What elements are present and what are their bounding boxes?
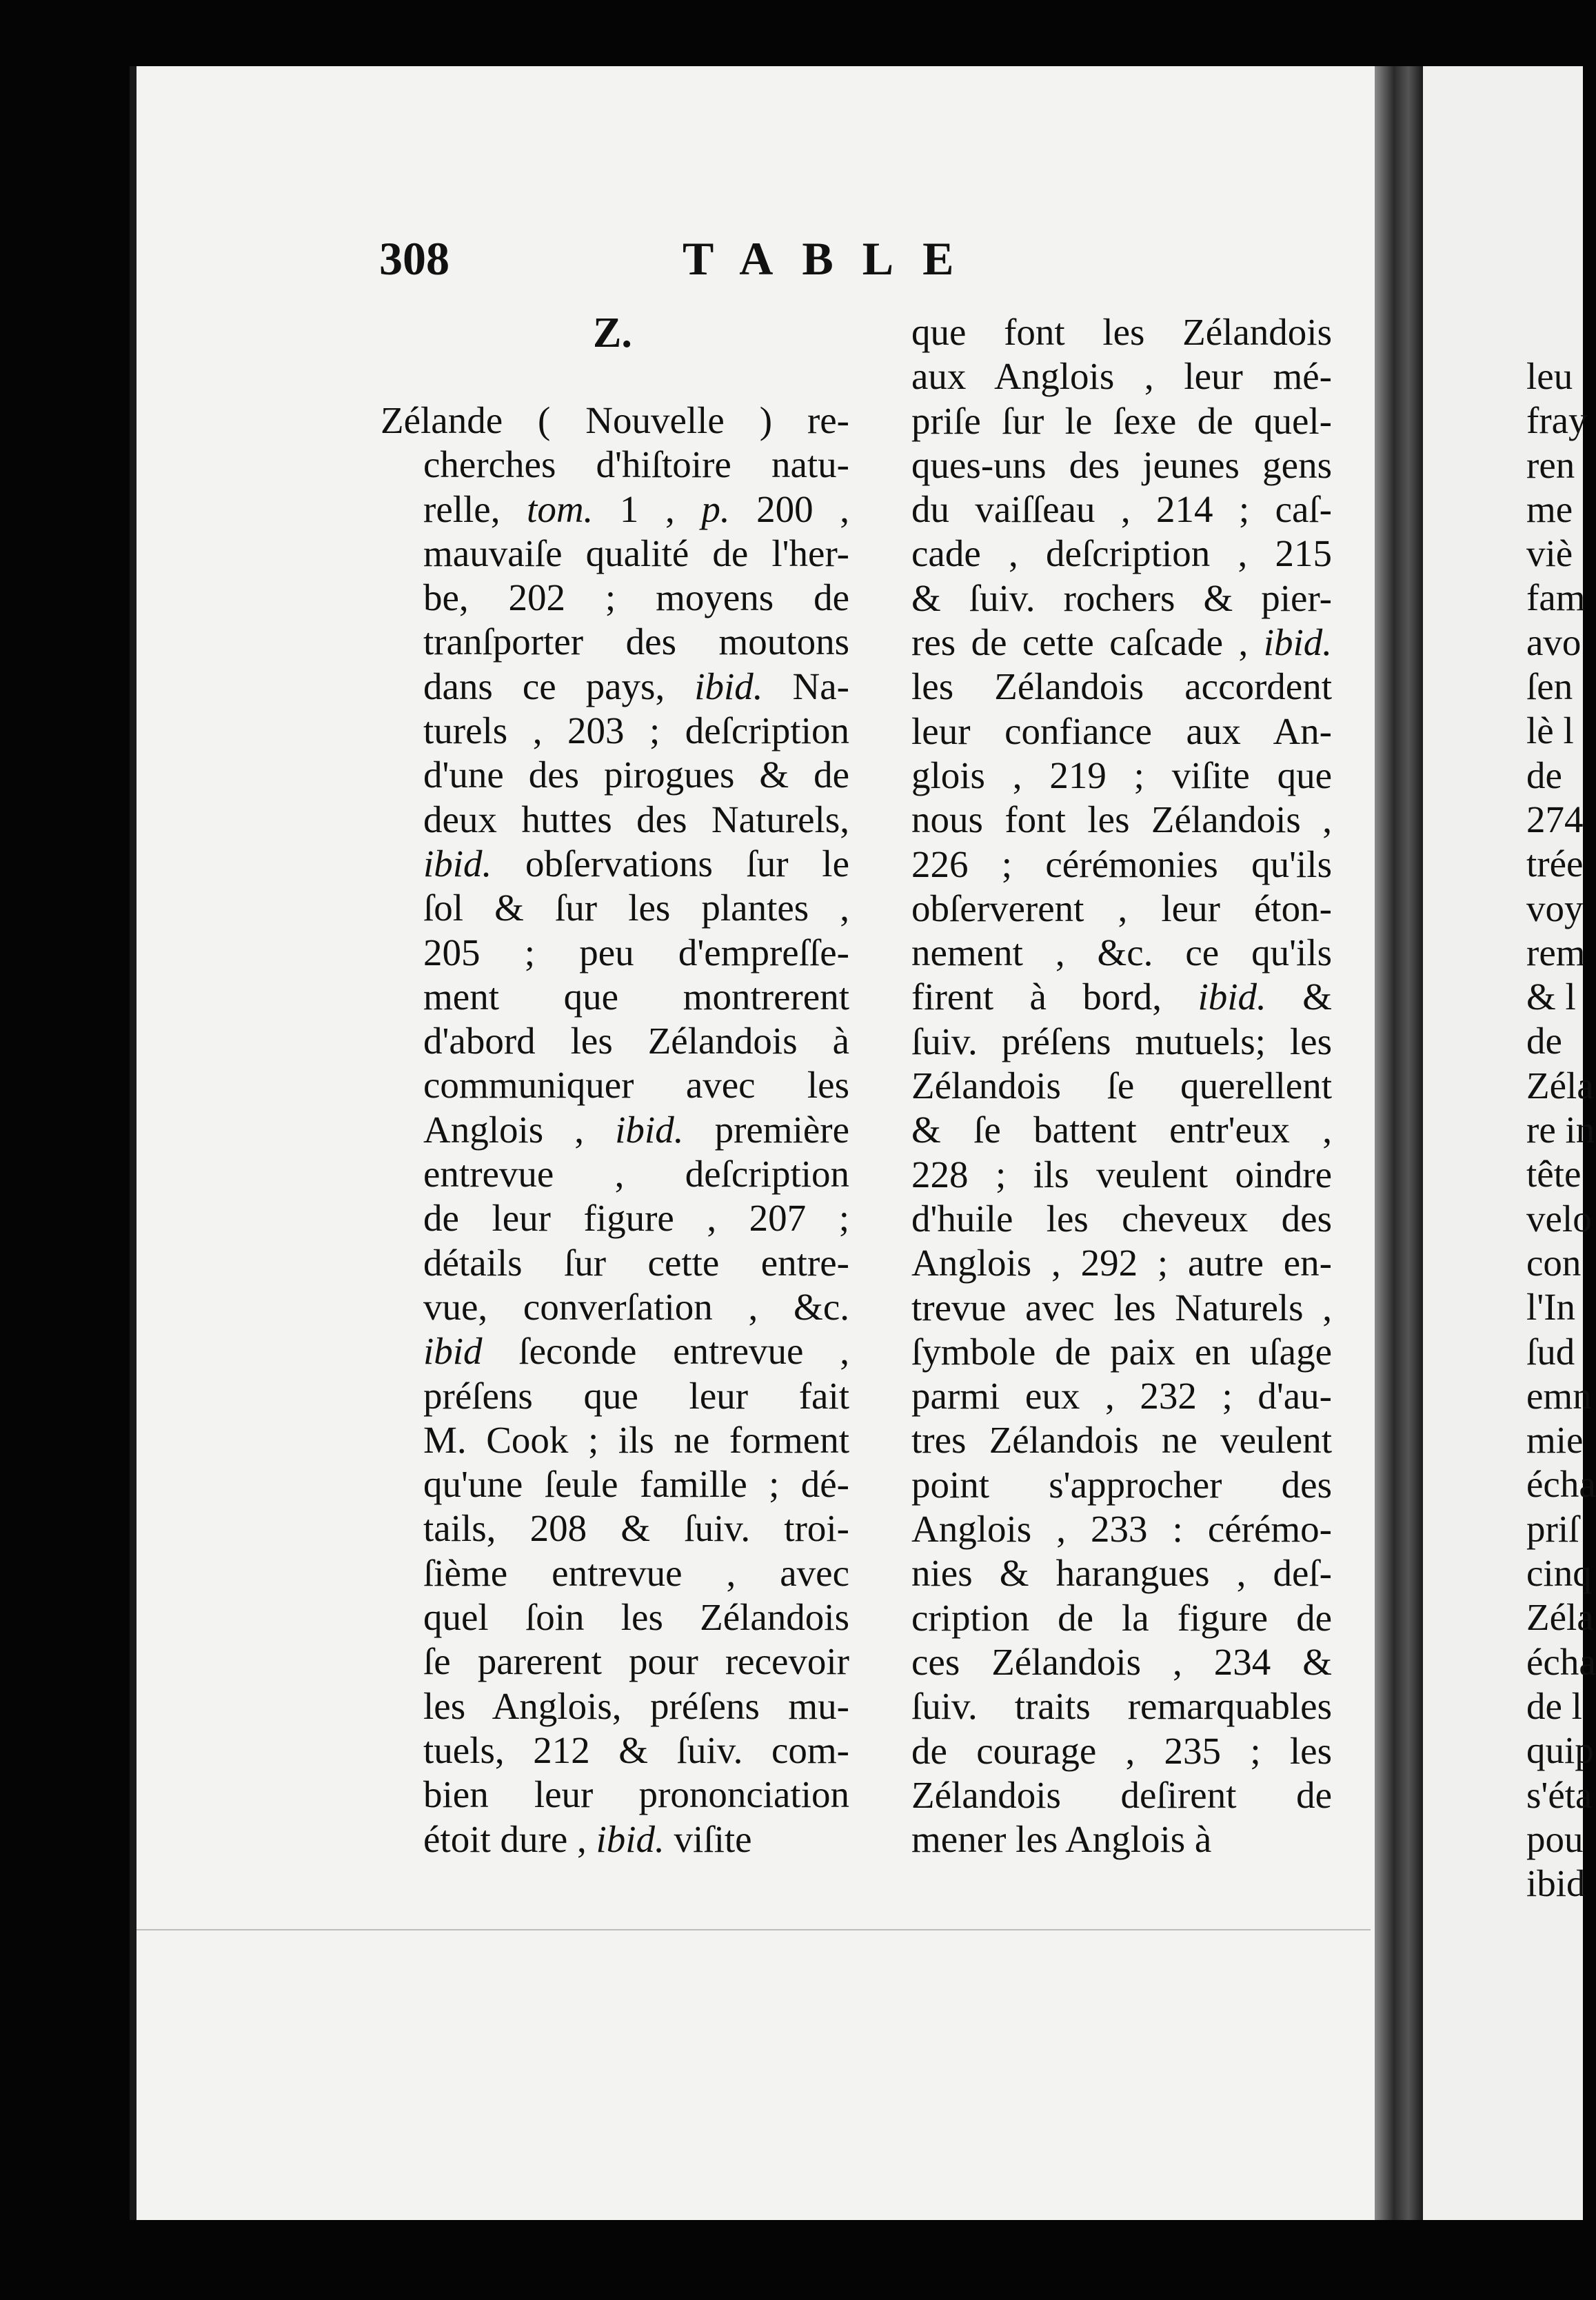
index-line: nement , &c. ce qu'ils — [911, 931, 1332, 974]
section-heading: Z. — [593, 310, 632, 356]
index-line: aux Anglois , leur mé- — [911, 355, 1332, 398]
index-line: glois , 219 ; viſite que — [911, 754, 1332, 796]
index-line: ſymbole de paix en uſage — [911, 1330, 1332, 1373]
index-line: ces Zélandois , 234 & — [911, 1640, 1332, 1683]
index-line: ibid — [1526, 1862, 1586, 1905]
index-line: me — [1526, 487, 1573, 530]
index-line: mener les Anglois à — [911, 1818, 1212, 1861]
scan-border — [130, 2220, 1583, 2300]
index-line: de — [1526, 1020, 1562, 1062]
index-line: pou — [1526, 1817, 1584, 1860]
index-line: viè — [1526, 532, 1573, 575]
facing-page-fragment — [1423, 66, 1596, 2220]
index-line: Anglois , ibid. première — [423, 1108, 850, 1151]
index-line: fray — [1526, 399, 1588, 442]
index-line: ſud — [1526, 1330, 1575, 1373]
index-line: Zéla — [1526, 1596, 1594, 1639]
index-line: cinq — [1526, 1552, 1592, 1595]
index-line: nous font les Zélandois , — [911, 798, 1332, 841]
index-line: entrevue , deſcription — [423, 1153, 849, 1196]
index-line: avo — [1526, 621, 1582, 663]
index-line: Anglois , 233 : cérémo- — [911, 1508, 1332, 1551]
index-line: mie — [1526, 1419, 1584, 1462]
index-line: ques-uns des jeunes gens — [911, 443, 1332, 486]
index-line: relle, tom. 1 , p. 200 , — [423, 487, 850, 530]
index-line: dans ce pays, ibid. Na- — [423, 665, 849, 707]
index-line: leu — [1526, 355, 1573, 397]
index-line: d'huile les cheveux des — [911, 1197, 1332, 1240]
index-line: cherches d'hiſtoire natu- — [423, 443, 849, 486]
index-line: ibid. obſervations ſur le — [423, 842, 849, 885]
index-line: nies & harangues , deſ- — [911, 1552, 1332, 1595]
index-line: de l — [1526, 1684, 1582, 1727]
index-line: de courage , 235 ; les — [911, 1729, 1332, 1772]
index-line: trée — [1526, 843, 1584, 885]
index-line: priſ — [1526, 1507, 1579, 1550]
index-line: vue, converſation , &c. — [423, 1285, 849, 1328]
index-line: du vaiſſeau , 214 ; caſ- — [911, 488, 1332, 531]
index-line: con — [1526, 1241, 1582, 1284]
index-line: Zélandois deſirent de — [911, 1773, 1332, 1816]
index-line: lè l — [1526, 709, 1574, 752]
page-number: 308 — [379, 232, 449, 285]
index-line: tres Zélandois ne veulent — [911, 1419, 1332, 1462]
index-line: les Zélandois accordent — [911, 665, 1332, 708]
index-line: préſens que leur fait — [423, 1374, 849, 1417]
index-line: tranſporter des moutons — [423, 621, 849, 663]
index-line: turels , 203 ; deſcription — [423, 709, 849, 752]
index-line: ſième entrevue , avec — [423, 1551, 849, 1594]
index-line: 226 ; cérémonies qu'ils — [911, 843, 1332, 885]
index-line: re in — [1526, 1109, 1595, 1151]
index-line: ſe parerent pour recevoir — [423, 1640, 849, 1683]
index-line: s'éta — [1526, 1773, 1593, 1816]
index-line: de leur figure , 207 ; — [423, 1197, 849, 1240]
index-column-right — [911, 310, 1332, 1862]
index-line: & l — [1526, 976, 1576, 1018]
index-line: Zélandois ſe querellent — [911, 1065, 1332, 1107]
index-line: d'une des pirogues & de — [423, 754, 849, 796]
facing-page-text — [1423, 354, 1596, 1906]
index-line: ment que montrerent — [423, 975, 849, 1018]
index-line: étoit dure , ibid. viſite — [423, 1817, 752, 1860]
index-line: l'In — [1526, 1286, 1576, 1329]
index-line: deux huttes des Naturels, — [423, 798, 849, 840]
index-line: emn — [1526, 1374, 1592, 1417]
index-line: écha — [1526, 1640, 1596, 1683]
index-line: d'abord les Zélandois à — [423, 1020, 849, 1062]
index-line: & ſuiv. rochers & pier- — [911, 576, 1332, 619]
index-line: trevue avec les Naturels , — [911, 1286, 1332, 1329]
book-gutter — [1375, 66, 1423, 2220]
index-line: tuels, 212 & ſuiv. com- — [423, 1728, 849, 1771]
index-line: voy — [1526, 887, 1584, 929]
index-line: bien leur prononciation — [423, 1773, 849, 1816]
index-line: tête — [1526, 1153, 1582, 1196]
index-line: res de cette caſcade , ibid. — [911, 621, 1332, 664]
index-line: écha — [1526, 1463, 1596, 1506]
index-line: ſuiv. préſens mutuels; les — [911, 1020, 1332, 1062]
index-line: fam — [1526, 576, 1586, 619]
index-line: cade , deſcription , 215 — [911, 532, 1332, 575]
index-line: ren — [1526, 443, 1575, 486]
index-line: ibid ſeconde entrevue , — [423, 1330, 849, 1373]
index-line: Anglois , 292 ; autre en- — [911, 1242, 1332, 1284]
index-line: ſol & ſur les plantes , — [423, 887, 849, 929]
index-column-left — [381, 399, 849, 1862]
index-line: cription de la figure de — [911, 1596, 1332, 1639]
index-line: détails ſur cette entre- — [423, 1241, 849, 1284]
index-line: M. Cook ; ils ne forment — [423, 1418, 849, 1461]
index-line: leur confiance aux An- — [911, 709, 1332, 752]
index-line: 205 ; peu d'empreſſe- — [423, 931, 849, 974]
index-line: les Anglois, préſens mu- — [423, 1684, 849, 1727]
index-line: quel ſoin les Zélandois — [423, 1596, 849, 1639]
index-line: qu'une ſeule famille ; dé- — [423, 1463, 849, 1506]
index-line: velo — [1526, 1197, 1592, 1240]
index-line: ſuiv. traits remarquables — [911, 1685, 1332, 1728]
index-line: de — [1526, 754, 1562, 796]
index-line: & ſe battent entr'eux , — [911, 1109, 1332, 1151]
index-line: communiquer avec les — [423, 1064, 849, 1107]
index-line: Zélande ( Nouvelle ) re- — [381, 399, 849, 441]
index-line: Zéla — [1526, 1064, 1594, 1107]
index-line: parmi eux , 232 ; d'au- — [911, 1375, 1332, 1418]
index-line: priſe ſur le ſexe de quel- — [911, 399, 1332, 442]
index-line: ſen — [1526, 665, 1573, 708]
page-bottom-line — [137, 1929, 1371, 1930]
index-line: rem — [1526, 931, 1586, 974]
index-line: mauvaiſe qualité de l'her- — [423, 532, 849, 574]
index-line: be, 202 ; moyens de — [423, 576, 849, 619]
index-line: que font les Zélandois — [911, 311, 1332, 353]
index-line: tails, 208 & ſuiv. troi- — [423, 1507, 849, 1550]
index-line: obſerverent , leur éton- — [911, 887, 1332, 929]
index-line: quip — [1526, 1729, 1594, 1772]
index-line: 228 ; ils veulent oindre — [911, 1153, 1332, 1196]
index-line: point s'approcher des — [911, 1463, 1332, 1506]
index-line: firent à bord, ibid. & — [911, 976, 1332, 1018]
running-title: TABLE — [683, 232, 983, 285]
index-line: 274 — [1526, 798, 1584, 840]
